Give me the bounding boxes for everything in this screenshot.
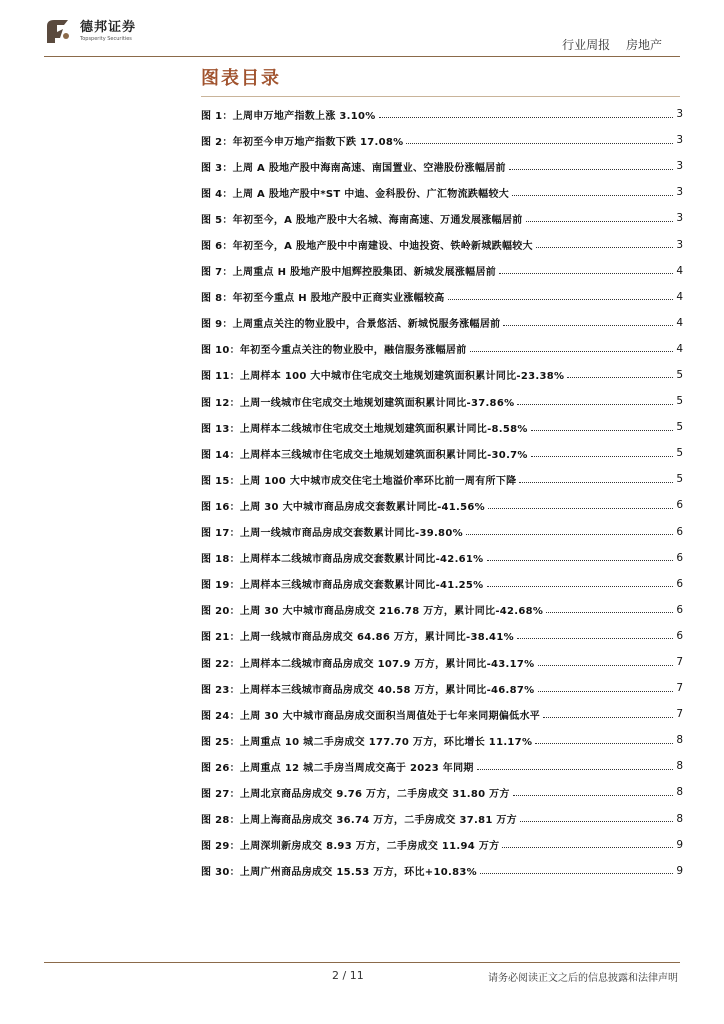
toc-leader-dots (531, 456, 674, 457)
toc-entry-label: 图 8：年初至今重点 H 股地产股中正商实业涨幅较高 (201, 293, 445, 305)
brand-name-en: Topsperity Securities (80, 35, 132, 42)
toc-entry-label: 图 19：上周样本三线城市商品房成交套数累计同比-41.25% (201, 580, 484, 592)
toc-entry-page: 5 (676, 447, 683, 460)
toc-entry[interactable] (201, 832, 683, 858)
toc-entry-label: 图 18：上周样本二线城市商品房成交套数累计同比-42.61% (201, 554, 484, 566)
toc-entry-page: 3 (676, 238, 683, 251)
title-divider (201, 96, 680, 97)
report-type: 行业周报 (562, 38, 611, 52)
toc-entry-label: 图 21：上周一线城市商品房成交 64.86 万方，累计同比-38.41% (201, 632, 514, 644)
toc-leader-dots (517, 638, 673, 639)
toc-entry[interactable] (201, 545, 683, 571)
toc-entry-page: 7 (676, 656, 683, 669)
toc-entry[interactable] (201, 101, 683, 127)
toc-entry-page: 6 (676, 551, 683, 564)
toc-leader-dots (512, 195, 673, 196)
toc-entry-label: 图 30：上周广州商品房成交 15.53 万方，环比+10.83% (201, 867, 477, 879)
toc-leader-dots (406, 143, 673, 144)
footer-divider (44, 962, 680, 963)
toc-leader-dots (488, 508, 673, 509)
toc-entry[interactable] (201, 779, 683, 805)
toc-leader-dots (470, 351, 674, 352)
toc-leader-dots (477, 769, 674, 770)
toc-entry-page: 3 (676, 134, 683, 147)
toc-entry-page: 9 (676, 838, 683, 851)
toc-leader-dots (466, 534, 673, 535)
toc-entry[interactable] (201, 388, 683, 414)
brand-logo (44, 16, 136, 46)
toc-entry-page: 3 (676, 160, 683, 173)
toc-leader-dots (526, 221, 674, 222)
toc-entry-page: 8 (676, 760, 683, 773)
toc-entry-page: 6 (676, 525, 683, 538)
toc-entry-label: 图 20：上周 30 大中城市商品房成交 216.78 万方，累计同比-42.68% (201, 606, 544, 618)
page-title: 图表目录 (201, 68, 281, 89)
toc-leader-dots (535, 743, 673, 744)
toc-entry-page: 4 (676, 290, 683, 303)
report-sector: 房地产 (625, 38, 662, 52)
toc-entry[interactable] (201, 492, 683, 518)
page-number: 2 / 11 (332, 969, 364, 982)
toc-leader-dots (520, 821, 673, 822)
toc-entry-label: 图 27：上周北京商品房成交 9.76 万方，二手房成交 31.80 万方 (201, 788, 510, 800)
disclaimer: 请务必阅读正文之后的信息披露和法律声明 (488, 973, 678, 984)
toc-entry-page: 4 (676, 316, 683, 329)
report-category (550, 36, 662, 53)
toc-leader-dots (502, 847, 673, 848)
toc-entry-page: 5 (676, 395, 683, 408)
toc-entry-label: 图 12：上周一线城市住宅成交土地规划建筑面积累计同比-37.86% (201, 397, 515, 409)
toc-entry-page: 9 (676, 864, 683, 877)
toc-entry-label: 图 5：年初至今，A 股地产股中大名城、海南高速、万通发展涨幅居前 (201, 214, 523, 226)
toc-entry-label: 图 15：上周 100 大中城市成交住宅土地溢价率环比前一周有所下降 (201, 475, 517, 487)
toc-entry[interactable] (201, 701, 683, 727)
toc-entry[interactable] (201, 310, 683, 336)
toc-entry-label: 图 10：年初至今重点关注的物业股中，融信服务涨幅居前 (201, 345, 467, 357)
toc-leader-dots (509, 169, 674, 170)
toc-leader-dots (379, 117, 674, 118)
header-divider (44, 56, 680, 57)
toc-entry[interactable] (201, 858, 683, 884)
toc-entry[interactable] (201, 727, 683, 753)
toc-entry-label: 图 4：上周 A 股地产股中*ST 中迪、金科股份、广汇物流跌幅较大 (201, 188, 510, 200)
toc-entry[interactable] (201, 753, 683, 779)
toc-entry[interactable] (201, 284, 683, 310)
toc-entry-page: 3 (676, 186, 683, 199)
toc-entry-label: 图 14：上周样本三线城市住宅成交土地规划建筑面积累计同比-30.7% (201, 449, 528, 461)
toc-leader-dots (536, 247, 673, 248)
toc-entry-page: 7 (676, 708, 683, 721)
toc-entry-page: 4 (676, 264, 683, 277)
toc-entry[interactable] (201, 127, 683, 153)
toc-entry-label: 图 26：上周重点 12 城二手房当周成交高于 2023 年同期 (201, 762, 474, 774)
toc-entry-page: 3 (676, 108, 683, 121)
toc-entry[interactable] (201, 649, 683, 675)
brand-mark-icon (44, 16, 74, 46)
toc-entry[interactable] (201, 466, 683, 492)
toc-leader-dots (448, 299, 674, 300)
toc-leader-dots (499, 273, 673, 274)
toc-entry-label: 图 6：年初至今，A 股地产股中中南建设、中迪投资、铁岭新城跌幅较大 (201, 241, 533, 253)
toc-leader-dots (538, 691, 674, 692)
toc-entry-page: 8 (676, 812, 683, 825)
toc-leader-dots (487, 586, 674, 587)
toc-leader-dots (538, 665, 674, 666)
toc-entry-label: 图 11：上周样本 100 大中城市住宅成交土地规划建筑面积累计同比-23.38% (201, 371, 565, 383)
toc-entry-page: 6 (676, 603, 683, 616)
toc-entry-page: 5 (676, 473, 683, 486)
toc-entry-page: 4 (676, 342, 683, 355)
figure-toc-list (201, 101, 683, 884)
toc-entry-label: 图 3：上周 A 股地产股中海南高速、南国置业、空港股份涨幅居前 (201, 162, 506, 174)
toc-leader-dots (480, 873, 673, 874)
toc-entry[interactable] (201, 231, 683, 257)
toc-entry-page: 6 (676, 499, 683, 512)
toc-entry-label: 图 22：上周样本二线城市商品房成交 107.9 万方，累计同比-43.17% (201, 658, 535, 670)
toc-entry-page: 7 (676, 682, 683, 695)
toc-leader-dots (543, 717, 673, 718)
toc-entry-label: 图 23：上周样本三线城市商品房成交 40.58 万方，累计同比-46.87% (201, 684, 535, 696)
toc-entry[interactable] (201, 675, 683, 701)
brand-name-cn: 德邦证券 (80, 19, 137, 35)
toc-entry-page: 5 (676, 421, 683, 434)
toc-leader-dots (546, 612, 673, 613)
toc-entry[interactable] (201, 153, 683, 179)
toc-entry-page: 8 (676, 734, 683, 747)
toc-entry[interactable] (201, 519, 683, 545)
toc-entry-label: 图 25：上周重点 10 城二手房成交 177.70 万方，环比增长 11.17% (201, 736, 533, 748)
toc-entry-page: 5 (676, 368, 683, 381)
toc-leader-dots (513, 795, 674, 796)
toc-entry[interactable] (201, 336, 683, 362)
toc-leader-dots (517, 404, 673, 405)
toc-entry-page: 8 (676, 786, 683, 799)
toc-entry-label: 图 17：上周一线城市商品房成交套数累计同比-39.80% (201, 528, 463, 540)
toc-entry[interactable] (201, 597, 683, 623)
toc-entry-page: 6 (676, 629, 683, 642)
toc-entry[interactable] (201, 258, 683, 284)
toc-entry-page: 3 (676, 212, 683, 225)
toc-entry-label: 图 24：上周 30 大中城市商品房成交面积当周值处于七年来同期偏低水平 (201, 710, 541, 722)
toc-entry-label: 图 1：上周申万地产指数上涨 3.10% (201, 110, 376, 122)
toc-entry-label: 图 29：上周深圳新房成交 8.93 万方，二手房成交 11.94 万方 (201, 841, 500, 853)
toc-entry-label: 图 13：上周样本二线城市住宅成交土地规划建筑面积累计同比-8.58% (201, 423, 528, 435)
toc-entry[interactable] (201, 440, 683, 466)
toc-leader-dots (487, 560, 674, 561)
toc-entry[interactable] (201, 179, 683, 205)
toc-entry[interactable] (201, 414, 683, 440)
toc-entry-label: 图 16：上周 30 大中城市商品房成交套数累计同比-41.56% (201, 501, 485, 513)
toc-entry[interactable] (201, 205, 683, 231)
toc-entry-label: 图 28：上周上海商品房成交 36.74 万方，二手房成交 37.81 万方 (201, 815, 517, 827)
toc-entry-label: 图 9：上周重点关注的物业股中，合景悠活、新城悦服务涨幅居前 (201, 319, 501, 331)
toc-entry[interactable] (201, 806, 683, 832)
toc-leader-dots (531, 430, 674, 431)
toc-entry[interactable] (201, 623, 683, 649)
toc-leader-dots (503, 325, 673, 326)
toc-entry-label: 图 7：上周重点 H 股地产股中旭辉控股集团、新城发展涨幅居前 (201, 267, 497, 279)
toc-entry-label: 图 2：年初至今申万地产指数下跌 17.08% (201, 136, 404, 148)
toc-leader-dots (519, 482, 673, 483)
toc-entry[interactable] (201, 571, 683, 597)
toc-leader-dots (567, 377, 673, 378)
toc-entry[interactable] (201, 362, 683, 388)
toc-entry-page: 6 (676, 577, 683, 590)
